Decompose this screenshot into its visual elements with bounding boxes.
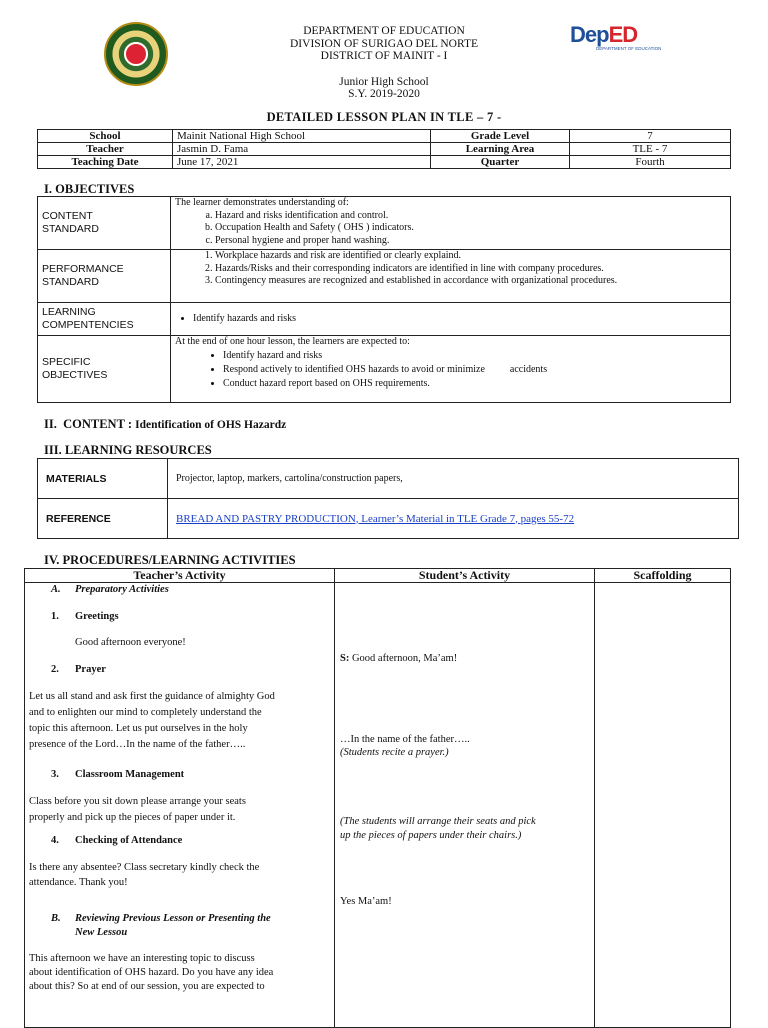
- school-label: School: [38, 130, 173, 143]
- materials-label: MATERIALS: [38, 459, 168, 499]
- prayer-line: Let us all stand and ask first the guidance of almighty God: [29, 691, 275, 702]
- learning-resources-table: [37, 458, 739, 539]
- student-arrange-note: [340, 815, 536, 843]
- header-block: [0, 25, 768, 101]
- procedures-header-row: [25, 569, 731, 583]
- student-arrange-line: up the pieces of papers under their chairs.): [340, 830, 522, 841]
- student-prayer-note: (Students recite a prayer.): [340, 747, 449, 758]
- learning-competencies-list: [175, 313, 726, 326]
- attendance-marker: 4.: [51, 835, 59, 846]
- teacher-activity-header: Teacher’s Activity: [25, 569, 335, 583]
- prayer-line: and to enlighten our mind to completely understand the: [29, 707, 262, 718]
- student-activity-content: [335, 583, 594, 1027]
- student-prayer-response: …In the name of the father…..: [340, 734, 470, 745]
- learning-competencies-label-line1: LEARNING: [42, 306, 96, 318]
- reference-cell: [168, 499, 739, 539]
- student-attendance-response: Yes Ma’am!: [340, 896, 392, 907]
- performance-standard-label-line2: STANDARD: [42, 276, 99, 288]
- content-standard-body: [171, 197, 731, 250]
- content-heading: [44, 417, 286, 432]
- scaffolding-cell: [595, 583, 731, 1028]
- header-division: DIVISION OF SURIGAO DEL NORTE: [290, 37, 478, 50]
- performance-standard-list: [175, 250, 726, 288]
- student-activity-cell: [335, 583, 595, 1028]
- teacher-activity-content: [25, 583, 334, 1027]
- greetings-title: Greetings: [75, 611, 119, 622]
- reviewing-title-line: Reviewing Previous Lesson or Presenting the: [75, 913, 271, 924]
- teaching-date-value: June 17, 2021: [173, 156, 431, 169]
- list-item: 3. Contingency measures are recognized and established in accordance with organizational procedures.: [215, 275, 726, 288]
- content-standard-intro: The learner demonstrates understanding of:: [175, 197, 349, 208]
- performance-standard-row: [38, 250, 731, 303]
- objectives-heading: I. OBJECTIVES: [44, 182, 135, 196]
- prayer-line: presence of the Lord…In the name of the father…..: [29, 739, 246, 750]
- list-item: 2. Hazards/Risks and their corresponding indicators are identified in line with company procedures.: [215, 263, 726, 276]
- content-standard-list: [175, 210, 726, 248]
- student-greeting-prefix: S:: [340, 653, 350, 664]
- specific-objectives-body: [171, 336, 731, 403]
- reviewing-title-line: New Lessou: [75, 927, 128, 938]
- learning-resources-heading: III. LEARNING RESOURCES: [44, 443, 212, 457]
- reviewing-line: about this? So at end of our session, you are expected to: [29, 981, 265, 992]
- attendance-text: [29, 860, 259, 890]
- attendance-line: Is there any absentee? Class secretary kindly check the: [29, 862, 260, 873]
- procedures-body-row: [25, 583, 731, 1028]
- info-row: [38, 156, 731, 169]
- document-title: DETAILED LESSON PLAN IN TLE – 7 -: [266, 110, 502, 124]
- list-item: • Identify hazards and risks: [193, 313, 726, 326]
- quarter-value: Fourth: [570, 156, 731, 169]
- classroom-management-line: Class before you sit down please arrange your seats: [29, 796, 246, 807]
- header-school-year: S.Y. 2019-2020: [348, 88, 420, 100]
- header-district: DISTRICT OF MAINIT - I: [320, 50, 448, 62]
- reviewing-text: [29, 952, 273, 994]
- teacher-activity-cell: [25, 583, 335, 1028]
- info-row: [38, 143, 731, 156]
- info-row: [38, 130, 731, 143]
- teacher-label: Teacher: [38, 143, 173, 156]
- materials-row: [38, 459, 739, 499]
- preparatory-title: Preparatory Activities: [75, 584, 169, 595]
- scaffolding-header: Scaffolding: [595, 569, 731, 583]
- teaching-date-label: Teaching Date: [38, 156, 173, 169]
- list-item: • Conduct hazard report based on OHS requirements.: [223, 377, 726, 391]
- reference-link[interactable]: BREAD AND PASTRY PRODUCTION, Learner’s Material in TLE Grade 7, pages 55-72: [176, 512, 575, 525]
- content-standard-row: [38, 197, 731, 250]
- grade-level-value: 7: [570, 130, 731, 143]
- greetings-text: Good afternoon everyone!: [75, 637, 186, 648]
- procedures-heading: IV. PROCEDURES/LEARNING ACTIVITIES: [44, 553, 296, 567]
- prayer-text: [29, 689, 275, 753]
- list-item: • Respond actively to identified OHS hazards to avoid or minimize accidents: [223, 363, 726, 377]
- content-heading-prefix: II. CONTENT :: [44, 417, 136, 431]
- specific-objectives-label-line2: OBJECTIVES: [42, 369, 108, 381]
- specific-objectives-row: [38, 336, 731, 403]
- list-item: c. Personal hygiene and proper hand washing.: [215, 235, 726, 248]
- procedures-table: [24, 568, 731, 1028]
- grade-level-label: Grade Level: [431, 130, 570, 143]
- school-value: Mainit National High School: [173, 130, 431, 143]
- materials-value: Projector, laptop, markers, cartolina/construction papers,: [168, 459, 739, 499]
- preparatory-marker: A.: [51, 584, 61, 595]
- learning-area-label: Learning Area: [431, 143, 570, 156]
- performance-standard-body: [171, 250, 731, 303]
- header-school-level: Junior High School: [339, 75, 429, 88]
- deped-subtitle: DEPARTMENT OF EDUCATION: [596, 46, 662, 51]
- performance-standard-label-line1: PERFORMANCE: [42, 263, 124, 275]
- list-item: 1. Workplace hazards and risk are identified or clearly explaind.: [215, 250, 726, 263]
- learning-competencies-label: [38, 303, 171, 336]
- objectives-table: [37, 196, 731, 403]
- learning-area-value: TLE - 7: [570, 143, 731, 156]
- learning-competencies-row: [38, 303, 731, 336]
- specific-objectives-list: [175, 349, 726, 391]
- scaffolding-content: [595, 583, 730, 1027]
- quarter-label: Quarter: [431, 156, 570, 169]
- student-activity-header: Student’s Activity: [335, 569, 595, 583]
- list-item: a. Hazard and risks identification and control.: [215, 210, 726, 223]
- content-standard-label: [38, 197, 171, 250]
- reviewing-marker: B.: [51, 913, 61, 924]
- student-arrange-line: (The students will arrange their seats and pick: [340, 816, 536, 827]
- prayer-title: Prayer: [75, 664, 106, 675]
- deped-wordmark: DepED: [570, 22, 638, 47]
- classroom-management-marker: 3.: [51, 769, 59, 780]
- specific-objectives-label-line1: SPECIFIC: [42, 356, 91, 368]
- learning-competencies-label-line2: COMPENTENCIES: [42, 319, 134, 331]
- reference-label: REFERENCE: [38, 499, 168, 539]
- prayer-line: topic this afternoon. Let us put ourselves in the holy: [29, 723, 248, 734]
- reviewing-line: This afternoon we have an interesting topic to discuss: [29, 953, 255, 964]
- attendance-line: attendance. Thank you!: [29, 877, 128, 888]
- student-greeting-text: Good afternoon, Ma’am!: [349, 653, 458, 664]
- reviewing-title: [75, 912, 271, 940]
- specific-objectives-label: [38, 336, 171, 403]
- classroom-management-line: properly and pick up the pieces of paper under it.: [29, 812, 236, 823]
- attendance-title: Checking of Attendance: [75, 835, 183, 846]
- list-item: • Identify hazard and risks: [223, 349, 726, 363]
- list-item: b. Occupation Health and Safety ( OHS ) indicators.: [215, 222, 726, 235]
- classroom-management-title: Classroom Management: [75, 769, 185, 780]
- teacher-value: Jasmin D. Fama: [173, 143, 431, 156]
- learning-competencies-body: [171, 303, 731, 336]
- reference-row: [38, 499, 739, 539]
- content-topic: Identification of OHS Hazardz: [135, 419, 287, 431]
- reviewing-line: about identification of OHS hazard. Do you have any idea: [29, 967, 274, 978]
- lesson-info-table: [37, 129, 731, 169]
- header-department: DEPARTMENT OF EDUCATION: [303, 25, 465, 37]
- performance-standard-label: [38, 250, 171, 303]
- content-standard-label-line2: STANDARD: [42, 223, 99, 235]
- greetings-marker: 1.: [51, 611, 59, 622]
- specific-objectives-intro: At the end of one hour lesson, the learners are expected to:: [175, 336, 410, 347]
- content-standard-label-line1: CONTENT: [42, 210, 93, 222]
- prayer-marker: 2.: [51, 664, 59, 675]
- student-greeting: [340, 652, 457, 666]
- classroom-management-text: [29, 794, 246, 826]
